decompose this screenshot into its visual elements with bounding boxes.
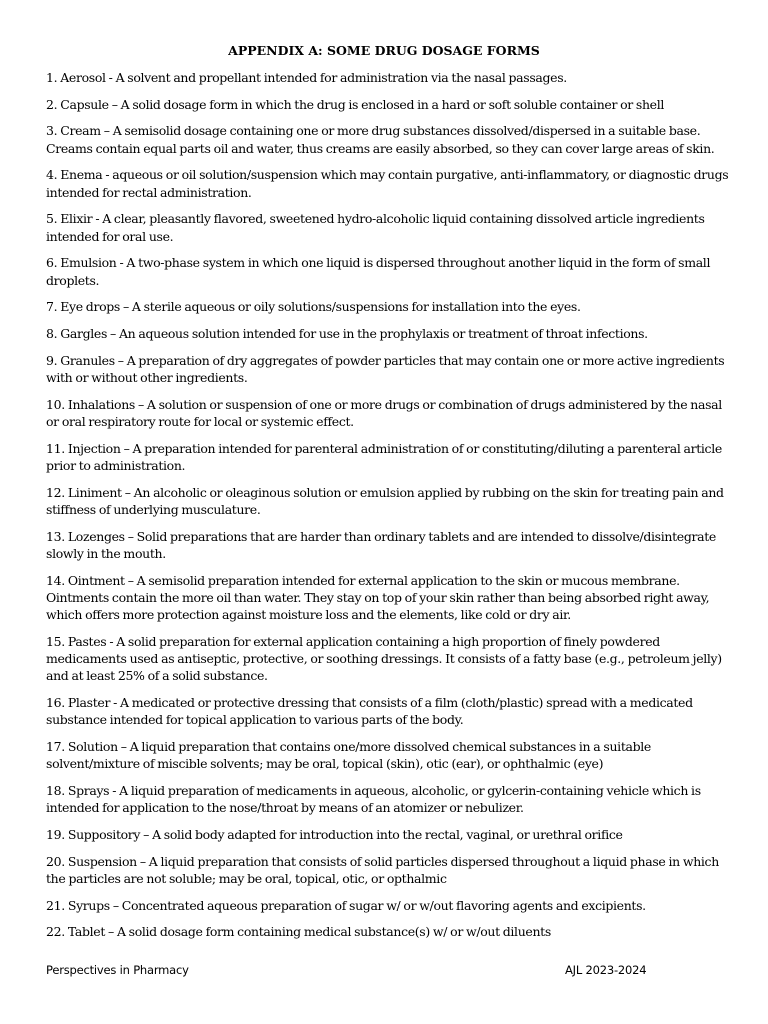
list-item: 14. Ointment – A semisolid preparation intended for external application to the skin or mucous membrane. Ointments contain the more oil than water. They stay on top of your skin rather than being absorbed right away, which offers more protection against moisture loss and the elements, like cold or dry air.: [46, 572, 710, 623]
footer-right-text: AJL 2023-2024: [565, 963, 647, 977]
page-title: APPENDIX A: SOME DRUG DOSAGE FORMS: [228, 43, 540, 58]
list-item: 15. Pastes - A solid preparation for external application containing a high proportion of finely powdered medicaments used as antiseptic, protective, or soothing dressings. It consists of a fatty base (e.g., petroleum jelly) and at least 25% of a solid substance.: [46, 633, 722, 684]
list-item: 19. Suppository – A solid body adapted for introduction into the rectal, vaginal, or urethral orifice: [46, 827, 623, 843]
list-item: 7. Eye drops – A sterile aqueous or oily solutions/suspensions for installation into the eyes.: [46, 299, 581, 315]
list-item: 12. Liniment – An alcoholic or oleaginous solution or emulsion applied by rubbing on the skin for treating pain and stiffness of underlying musculature.: [46, 484, 724, 517]
list-item: 8. Gargles – An aqueous solution intended for use in the prophylaxis or treatment of throat infections.: [46, 326, 648, 341]
list-item: 5. Elixir - A clear, pleasantly flavored, sweetened hydro-alcoholic liquid containing dissolved article ingredients intended for oral use.: [46, 211, 705, 244]
list-item: 3. Cream – A semisolid dosage containing one or more drug substances dissolved/dispersed in a suitable base. Creams contain equal parts oil and water, thus creams are easily absorbed, so they can cover large areas of skin.: [46, 123, 715, 156]
list-item: 20. Suspension – A liquid preparation that consists of solid particles dispersed throughout a liquid phase in which the particles are not soluble; may be oral, topical, otic, or opthalmic: [46, 853, 719, 887]
list-item: 17. Solution – A liquid preparation that contains one/more dissolved chemical substances in a suitable solvent/mixture of miscible solvents; may be oral, topical (skin), otic (ear), or ophthalmic (eye): [46, 739, 651, 772]
list-item: 22. Tablet – A solid dosage form containing medical substance(s) w/ or w/out diluents: [46, 924, 551, 940]
list-item: 18. Sprays - A liquid preparation of medicaments in aqueous, alcoholic, or gylcerin-containing vehicle which is intended for application to the nose/throat by means of an atomizer or nebulizer.: [46, 783, 701, 816]
list-item: 16. Plaster - A medicated or protective dressing that consists of a film (cloth/plastic) spread with a medicated substance intended for topical application to various parts of the body.: [46, 695, 693, 728]
list-item: 13. Lozenges – Solid preparations that are harder than ordinary tablets and are intended to dissolve/disintegrate slowly in the mouth.: [46, 528, 716, 561]
list-item: 2. Capsule – A solid dosage form in which the drug is enclosed in a hard or soft soluble container or shell: [46, 96, 665, 112]
list-item: 1. Aerosol - A solvent and propellant intended for administration via the nasal passages.: [46, 70, 567, 85]
list-item: 21. Syrups – Concentrated aqueous preparation of sugar w/ or w/out flavoring agents and excipients.: [46, 897, 646, 913]
list-item: 4. Enema - aqueous or oil solution/suspension which may contain purgative, anti-inflammatory, or diagnostic drugs intended for rectal administration.: [46, 167, 729, 200]
list-item: 10. Inhalations – A solution or suspension of one or more drugs or combination of drugs administered by the nasal or oral respiratory route for local or systemic effect.: [46, 396, 722, 429]
list-item: 6. Emulsion - A two-phase system in which one liquid is dispersed throughout another liquid in the form of small droplets.: [46, 255, 711, 288]
footer-left-text: Perspectives in Pharmacy: [46, 963, 189, 977]
dosage-forms-list: [46, 69, 730, 950]
list-item: 11. Injection – A preparation intended for parenteral administration of or constituting/diluting a parenteral article prior to administration.: [46, 440, 722, 473]
list-item: 9. Granules – A preparation of dry aggregates of powder particles that may contain one or more active ingredients with or without other ingredients.: [46, 352, 725, 385]
